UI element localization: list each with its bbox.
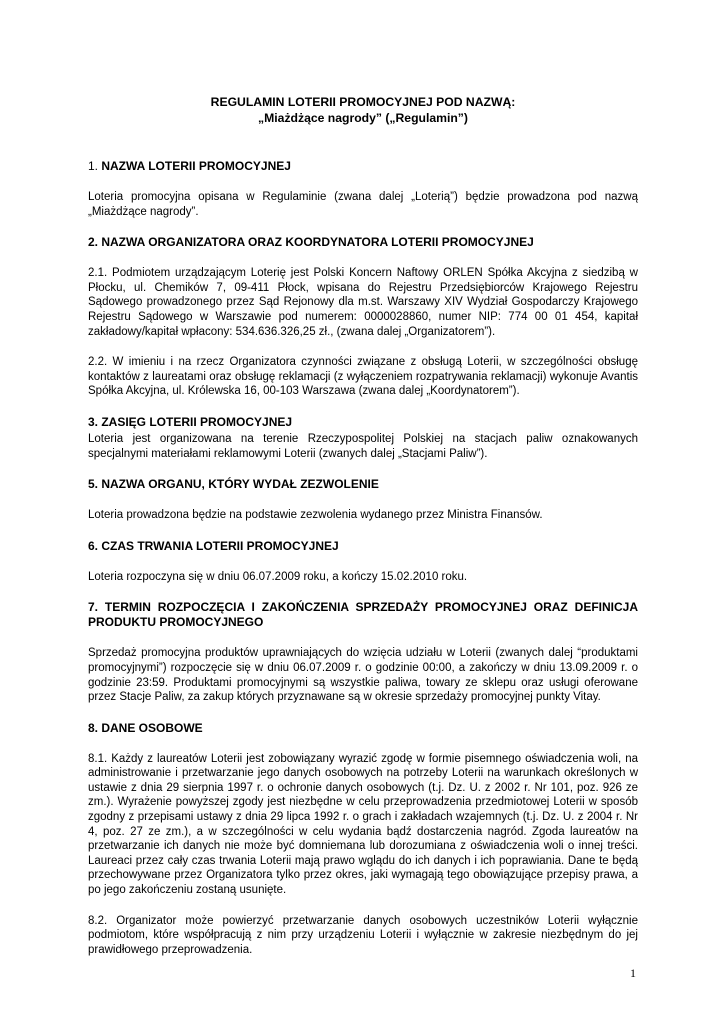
section-2-paragraph-2: 2.2. W imieniu i na rzecz Organizatora czynności związane z obsługą Loterii, w szczególności obsługę kontaktów z laureatami oraz obsługę reklamacji (z wyłączeniem rozpatrywania reklamacji) wykonuje Avantis Spółka Akcyjna, ul. Królewska 16, 00-103 Warszawa (zwana dalej „Koordynatorem”). <box>88 356 638 398</box>
section-8-heading: 8. DANE OSOBOWE <box>88 720 203 735</box>
section-1-paragraph-1: Loteria promocyjna opisana w Regulaminie (zwana dalej „Loterią”) będzie prowadzona pod nazwą „Miażdżące nagrody”. <box>88 191 638 218</box>
section-5-heading: 5. NAZWA ORGANU, KTÓRY WYDAŁ ZEZWOLENIE <box>88 477 379 492</box>
section-2-heading: 2. NAZWA ORGANIZATORA ORAZ KOORDYNATORA LOTERII PROMOCYJNEJ <box>88 235 534 250</box>
section-3-paragraph-1: Loteria jest organizowana na terenie Rzeczypospolitej Polskiej na stacjach paliw oznakowanych specjalnymi materiałami reklamowymi Loterii (zwanych dalej „Stacjami Paliw”). <box>88 432 638 460</box>
document-title <box>88 94 638 126</box>
section-7-paragraph-1: Sprzedaż promocyjna produktów uprawniających do wzięcia udziału w Loterii (zwanych dalej “produktami promocyjnymi”) rozpoczęcie się w dniu 06.07.2009 r. o godzinie 00:00, a zakończy w dniu 13.09.2009 r. o godzinie 23:59. Produktami promocyjnymi są wszystkie paliwa, towary ze sklepu oraz usługi oferowane przez Stacje Paliw, za zakup których przyznawane są w okresie sprzedaży promocyjnej punkty Vitay. <box>88 647 638 704</box>
section-5-paragraph-1: Loteria prowadzona będzie na podstawie zezwolenia wydanego przez Ministra Finansów. <box>88 509 543 522</box>
section-3-heading: 3. ZASIĘG LOTERII PROMOCYJNEJ <box>88 414 293 429</box>
section-1-heading-text: NAZWA LOTERII PROMOCYJNEJ <box>101 159 291 173</box>
document-page <box>88 94 638 973</box>
section-1-number: 1. <box>88 159 102 173</box>
section-6-heading: 6. CZAS TRWANIA LOTERII PROMOCYJNEJ <box>88 538 339 553</box>
section-6-paragraph-1: Loteria rozpoczyna się w dniu 06.07.2009 roku, a kończy 15.02.2010 roku. <box>88 570 468 583</box>
title-line-1: REGULAMIN LOTERII PROMOCYJNEJ POD NAZWĄ: <box>210 95 516 109</box>
section-2-paragraph-1: 2.1. Podmiotem urządzającym Loterię jest Polski Koncern Naftowy ORLEN Spółka Akcyjna z siedzibą w Płocku, ul. Chemików 7, 09-411 Płock, wpisana do Rejestru Przedsiębiorców Krajowego Rejestru Sądowego prowadzonego przez Sąd Rejonowy dla m.st. Warszawy XIV Wydział Gospodarczy Krajowego Rejestru Sądowego w Warszawie pod numerem: 0000028860, numer NIP: 774 00 01 454, kapitał zakładowy/kapitał wpłacony: 534.636.326,25 zł., (zwana dalej „Organizatorem”). <box>88 267 638 338</box>
title-line-2: „Miażdżące nagrody” („Regulamin”) <box>258 111 468 125</box>
section-1-heading <box>88 159 638 174</box>
section-7-heading: 7. TERMIN ROZPOCZĘCIA I ZAKOŃCZENIA SPRZEDAŻY PROMOCYJNEJ ORAZ DEFINICJA PRODUKTU PROMOCYJNEGO <box>88 600 638 630</box>
section-8-paragraph-2: 8.2. Organizator może powierzyć przetwarzanie danych osobowych uczestników Loterii wyłącznie podmiotom, które współpracują z nim przy urządzeniu Loterii i wyłącznie w zakresie niezbędnym do jej prawidłowego przeprowadzenia. <box>88 914 638 956</box>
section-8-paragraph-1: 8.1. Każdy z laureatów Loterii jest zobowiązany wyrazić zgodę w formie pisemnego oświadczenia woli, na administrowanie i przetwarzanie jego danych osobowych na potrzeby Loterii na warunkach określonych w ustawie z dnia 29 sierpnia 1997 r. o ochronie danych osobowych (t.j. Dz. U. z 2002 r. Nr 101, poz. 926 ze zm.). Wyrażenie powyższej zgody jest niezbędne w celu przeprowadzenia przedmiotowej Loterii w sposób zgodny z przepisami ustawy z dnia 29 lipca 1992 r. o grach i zakładach wzajemnych (t.j. Dz. U. z 2004 r. Nr 4, poz. 27 ze zm.), a w szczególności w celu wydania bądź dostarczenia nagród. Zgoda laureatów na przetwarzanie ich danych nie może być domniemana lub dorozumiana z oświadczenia woli o innej treści. Laureaci przez cały czas trwania Loterii mają prawo wglądu do ich danych i ich poprawiania. Dane te będą przechowywane przez Organizatora tylko przez okres, jaki wymagają tego obowiązujące przepisy prawa, a po jego zakończeniu zostaną usunięte. <box>88 752 638 897</box>
page-number: 1 <box>630 966 636 980</box>
